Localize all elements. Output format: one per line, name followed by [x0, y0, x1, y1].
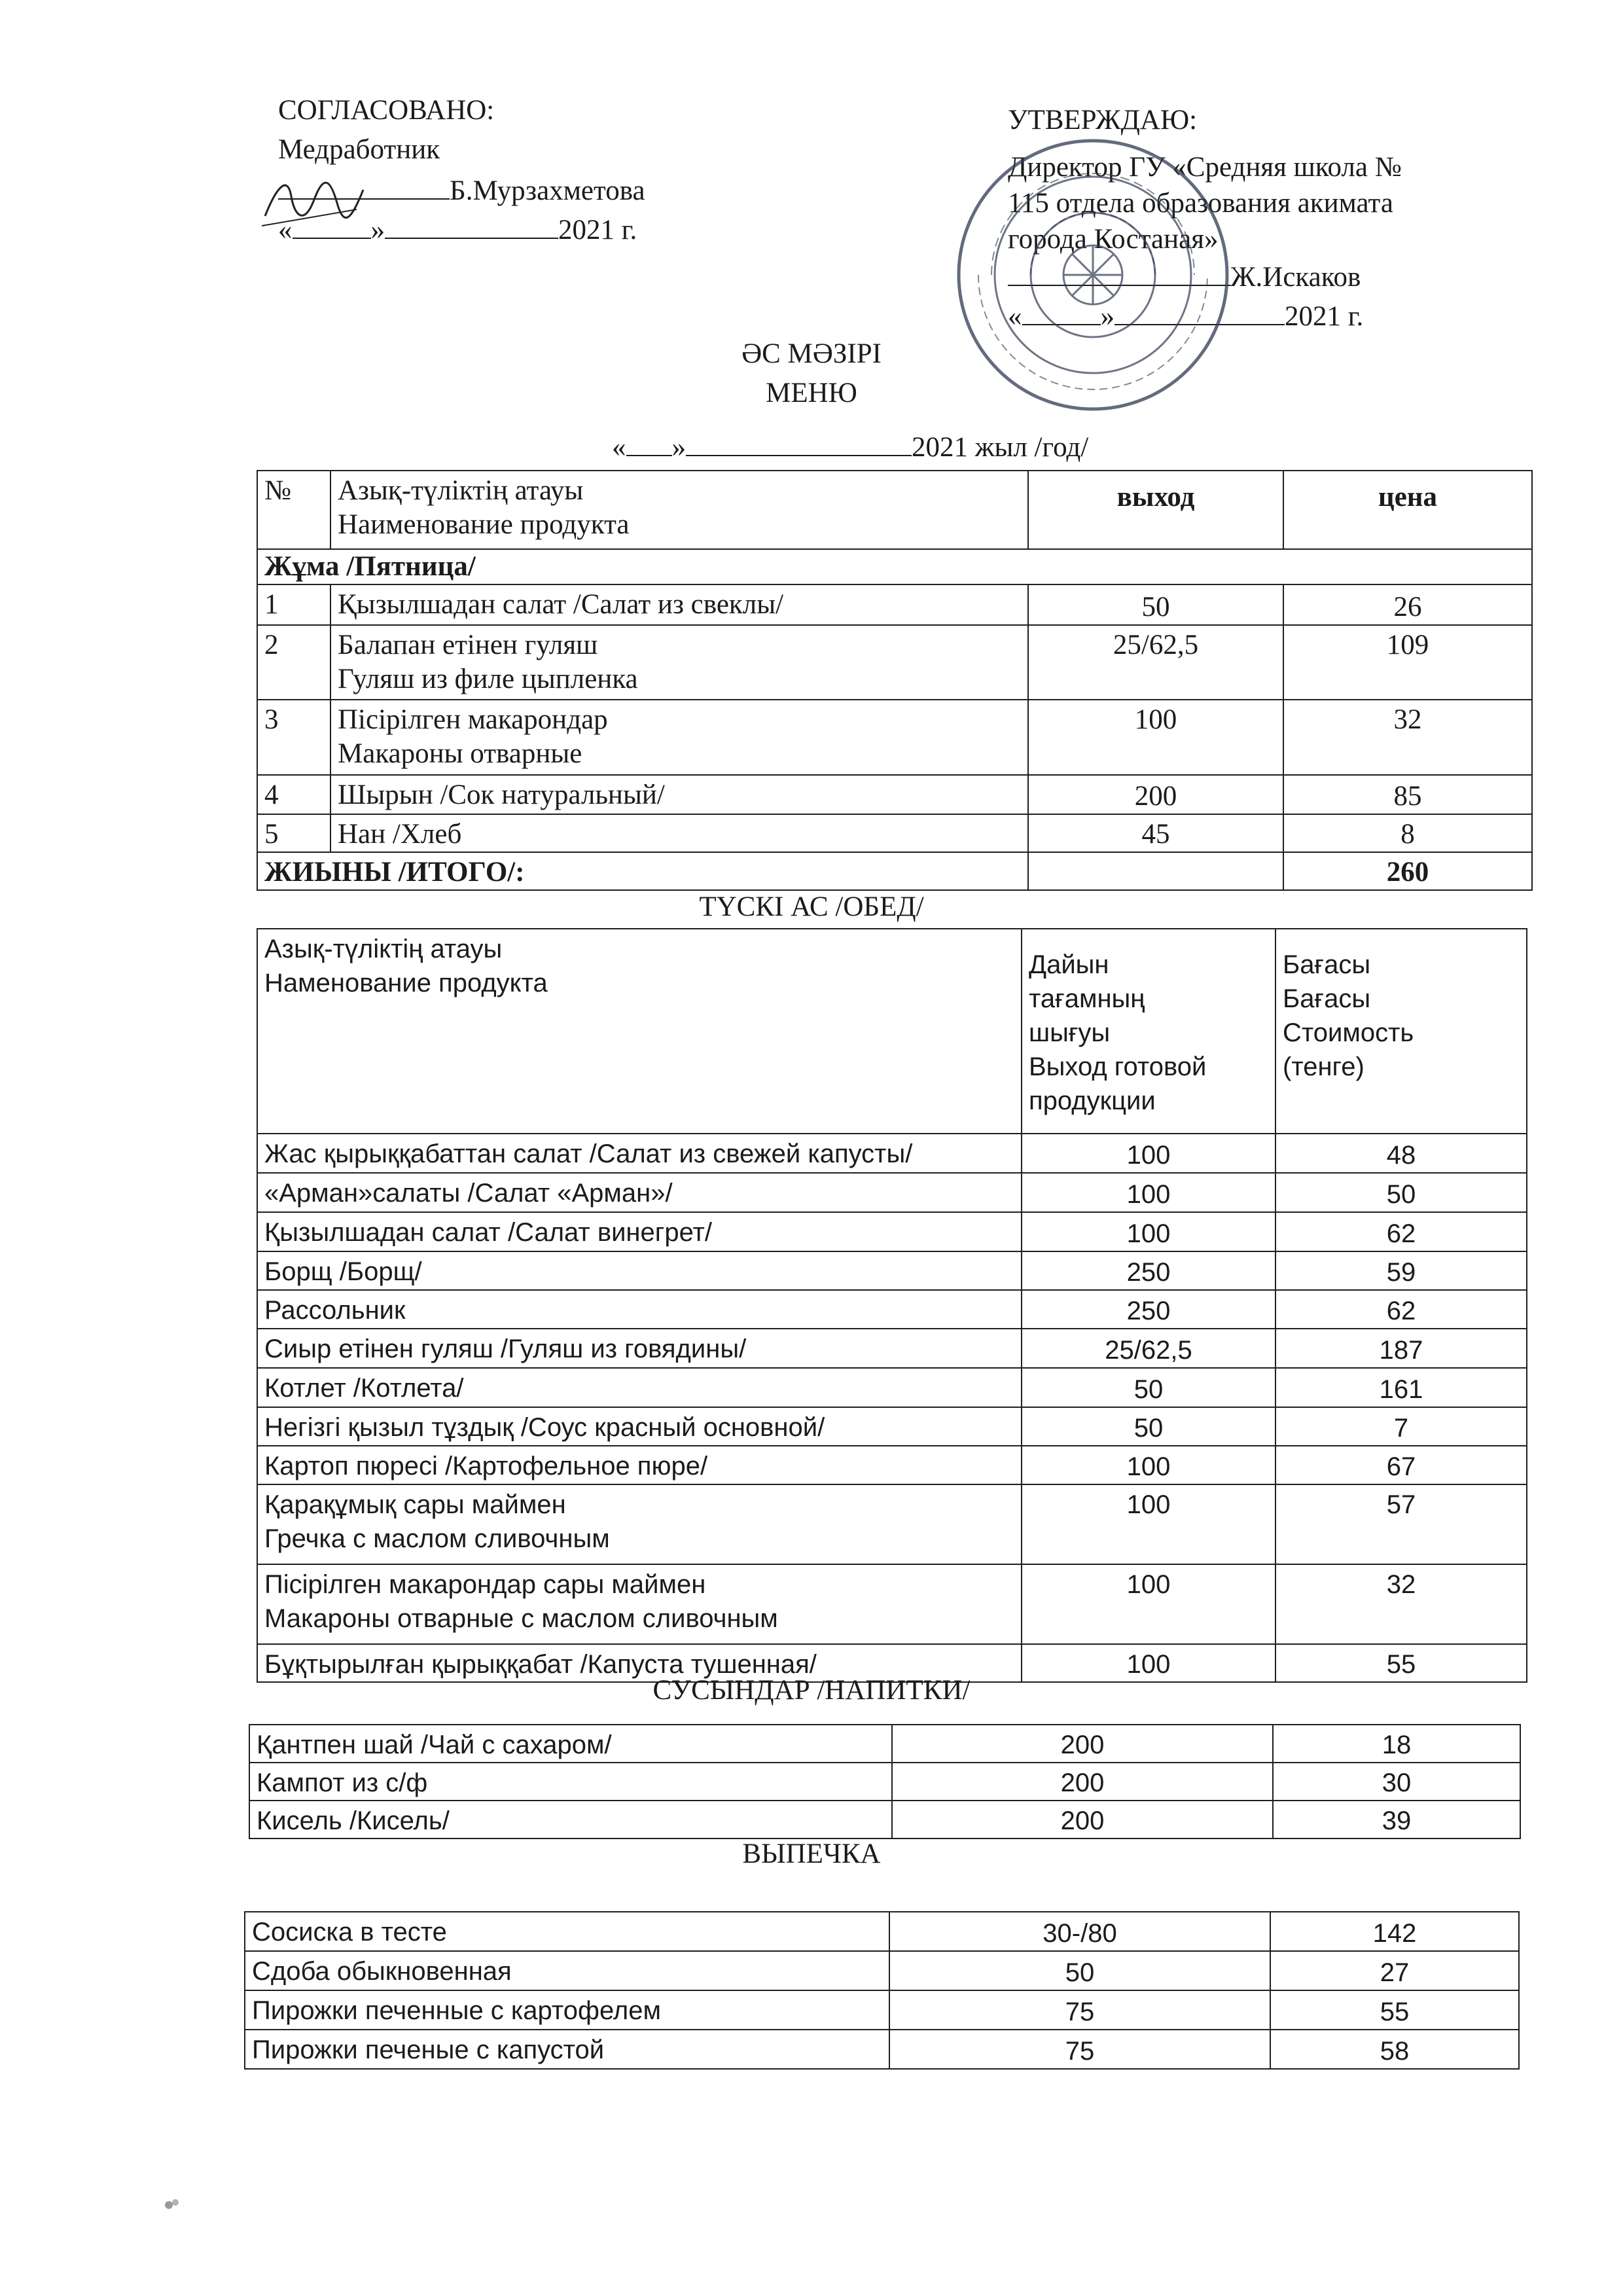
row-price: 57 [1275, 1484, 1527, 1564]
official-seal [952, 134, 1234, 416]
table-row [257, 814, 1532, 852]
row-yield: 200 [1028, 775, 1283, 814]
table-row [245, 2030, 1519, 2069]
table-row [257, 775, 1532, 814]
row-yield: 250 [1022, 1290, 1275, 1329]
row-yield: 100 [1022, 1484, 1275, 1564]
row-name: Картоп пюресі /Картофельное пюре/ [257, 1446, 1022, 1484]
column-header-yield: Дайын тағамның шығуы Выход готовой продукции [1022, 929, 1275, 1134]
table-row [245, 1951, 1519, 1990]
approval-right-title: УТВЕРЖДАЮ: [1008, 105, 1198, 135]
row-yield: 50 [1022, 1368, 1275, 1407]
row-yield: 75 [889, 2030, 1270, 2069]
day-label: Жұма /Пятница/ [257, 549, 1532, 584]
row-yield: 50 [1028, 584, 1283, 625]
table-row [257, 1251, 1527, 1290]
section-title-drinks: СУСЫНДАР /НАПИТКИ/ [652, 1675, 971, 1706]
row-name: Рассольник [257, 1290, 1022, 1329]
row-yield: 100 [1028, 700, 1283, 775]
table-row [257, 1173, 1527, 1212]
row-price: 62 [1275, 1290, 1527, 1329]
row-yield: 200 [892, 1801, 1273, 1839]
row-yield: 200 [892, 1763, 1273, 1801]
menu-date [612, 429, 1088, 465]
approval-left-title: СОГЛАСОВАНО: [278, 95, 495, 126]
day-blank [626, 429, 672, 456]
table-row [245, 1912, 1519, 1951]
drinks-table [249, 1724, 1521, 1839]
approval-right-line3: города Костаная» [1008, 224, 1219, 255]
year-text: 2021 жыл /год/ [912, 432, 1089, 463]
approval-right-name: Ж.Искаков [1230, 262, 1361, 293]
row-price: 18 [1273, 1725, 1520, 1763]
table-row [257, 584, 1532, 625]
table-row [257, 1134, 1527, 1173]
row-price: 27 [1270, 1951, 1519, 1990]
quote-open: « [1008, 301, 1022, 332]
row-price: 109 [1283, 625, 1532, 700]
approval-right-line2: 115 отдела образования акимата [1008, 188, 1393, 219]
row-yield: 100 [1022, 1173, 1275, 1212]
table-header-row [257, 929, 1527, 1134]
row-price: 62 [1275, 1212, 1527, 1251]
row-yield: 200 [892, 1725, 1273, 1763]
row-name: «Арман»салаты /Салат «Арман»/ [257, 1173, 1022, 1212]
row-name: Кисель /Кисель/ [249, 1801, 892, 1839]
day-menu-table [257, 470, 1533, 891]
row-name: Негізгі қызыл тұздық /Соус красный основной/ [257, 1407, 1022, 1446]
row-name: Пирожки печеные с капустой [245, 2030, 889, 2069]
table-row [257, 1484, 1527, 1564]
total-label: ЖИЫНЫ /ИТОГО/: [257, 852, 1028, 890]
row-name: Балапан етінен гуляш Гуляш из филе цыпленка [330, 625, 1028, 700]
row-name: Қарақұмық сары маймен Гречка с маслом сливочным [257, 1484, 1022, 1564]
table-row [257, 1564, 1527, 1644]
row-name: Бұқтырылған қырыққабат /Капуста тушенная/ [257, 1644, 1022, 1682]
column-header-name: Азық-түліктің атауы Наименование продукта [330, 471, 1028, 549]
quote-close: » [370, 215, 385, 245]
row-yield: 25/62,5 [1028, 625, 1283, 700]
table-row [257, 1407, 1527, 1446]
table-row [257, 1212, 1527, 1251]
table-row [257, 1446, 1527, 1484]
approval-left-role: Медработник [278, 134, 440, 165]
row-name: Сдоба обыкновенная [245, 1951, 889, 1990]
month-blank [686, 429, 912, 456]
row-name: Котлет /Котлета/ [257, 1368, 1022, 1407]
row-name: Сиыр етінен гуляш /Гуляш из говядины/ [257, 1329, 1022, 1368]
row-price: 7 [1275, 1407, 1527, 1446]
row-price: 58 [1270, 2030, 1519, 2069]
row-price: 32 [1283, 700, 1532, 775]
row-name: Жас қырыққабаттан салат /Салат из свежей капусты/ [257, 1134, 1022, 1173]
row-num: 5 [257, 814, 330, 852]
quote-close: » [1100, 301, 1115, 332]
row-name: Шырын /Сок натуральный/ [330, 775, 1028, 814]
row-yield: 100 [1022, 1212, 1275, 1251]
table-row [249, 1801, 1520, 1839]
title-ru: МЕНЮ [766, 378, 857, 408]
month-blank [385, 211, 558, 239]
row-yield: 30-/80 [889, 1912, 1270, 1951]
table-row [245, 1990, 1519, 2030]
row-price: 85 [1283, 775, 1532, 814]
approval-right-line1: Директор ГУ «Средняя школа № [1008, 152, 1402, 183]
row-price: 8 [1283, 814, 1532, 852]
table-row [257, 625, 1532, 700]
row-num: 3 [257, 700, 330, 775]
row-yield: 100 [1022, 1134, 1275, 1173]
table-row [249, 1725, 1520, 1763]
day-row [257, 549, 1532, 584]
row-num: 4 [257, 775, 330, 814]
row-name: Қызылшадан салат /Салат из свеклы/ [330, 584, 1028, 625]
column-header-num: № [257, 471, 330, 549]
quote-close: » [671, 432, 686, 463]
quote-open: « [612, 432, 626, 463]
row-yield: 100 [1022, 1446, 1275, 1484]
row-price: 67 [1275, 1446, 1527, 1484]
row-num: 1 [257, 584, 330, 625]
table-row [257, 1368, 1527, 1407]
row-yield: 50 [1022, 1407, 1275, 1446]
total-yield-empty [1028, 852, 1283, 890]
row-yield: 45 [1028, 814, 1283, 852]
row-price: 26 [1283, 584, 1532, 625]
bakery-table [244, 1911, 1520, 2070]
row-name: Борщ /Борщ/ [257, 1251, 1022, 1290]
row-price: 55 [1270, 1990, 1519, 2030]
approval-left-name: Б.Мурзахметова [450, 175, 645, 206]
row-name: Пісірілген макарондар сары маймен Макароны отварные с маслом сливочным [257, 1564, 1022, 1644]
row-name: Нан /Хлеб [330, 814, 1028, 852]
row-name: Қантпен шай /Чай с сахаром/ [249, 1725, 892, 1763]
row-price: 161 [1275, 1368, 1527, 1407]
column-header-yield: выход [1028, 471, 1283, 549]
column-header-price: цена [1283, 471, 1532, 549]
column-header-name: Азық-түліктің атауы Наменование продукта [257, 929, 1022, 1134]
column-header-price: Бағасы Бағасы Стоимость (тенге) [1275, 929, 1527, 1134]
row-yield: 250 [1022, 1251, 1275, 1290]
row-yield: 75 [889, 1990, 1270, 2030]
year-text: 2021 г. [558, 215, 637, 245]
row-yield: 25/62,5 [1022, 1329, 1275, 1368]
table-row [257, 1329, 1527, 1368]
lunch-table [257, 928, 1527, 1683]
section-title-bakery: ВЫПЕЧКА [742, 1839, 881, 1869]
row-price: 59 [1275, 1251, 1527, 1290]
row-price: 55 [1275, 1644, 1527, 1682]
row-name: Қызылшадан салат /Салат винегрет/ [257, 1212, 1022, 1251]
row-price: 30 [1273, 1763, 1520, 1801]
row-name: Пирожки печенные с картофелем [245, 1990, 889, 2030]
table-row [257, 1290, 1527, 1329]
section-title-lunch: ТҮСКІ АС /ОБЕД/ [699, 891, 924, 922]
row-price: 50 [1275, 1173, 1527, 1212]
row-name: Сосиска в тесте [245, 1912, 889, 1951]
handwritten-signature [252, 170, 370, 236]
total-value: 260 [1283, 852, 1532, 890]
row-num: 2 [257, 625, 330, 700]
row-price: 142 [1270, 1912, 1519, 1951]
table-header-row [257, 471, 1532, 549]
total-row [257, 852, 1532, 890]
row-price: 187 [1275, 1329, 1527, 1368]
row-yield: 100 [1022, 1644, 1275, 1682]
row-yield: 100 [1022, 1564, 1275, 1644]
row-yield: 50 [889, 1951, 1270, 1990]
row-name: Пісірілген макарондар Макароны отварные [330, 700, 1028, 775]
row-price: 48 [1275, 1134, 1527, 1173]
title-kz: ӘС МӘЗІРІ [741, 338, 882, 369]
quote-open: « [278, 215, 293, 245]
table-row [257, 700, 1532, 775]
row-name: Кампот из с/ф [249, 1763, 892, 1801]
scan-speck [162, 2196, 182, 2213]
row-price: 39 [1273, 1801, 1520, 1839]
year-text: 2021 г. [1285, 301, 1364, 332]
table-row [249, 1763, 1520, 1801]
row-price: 32 [1275, 1564, 1527, 1644]
